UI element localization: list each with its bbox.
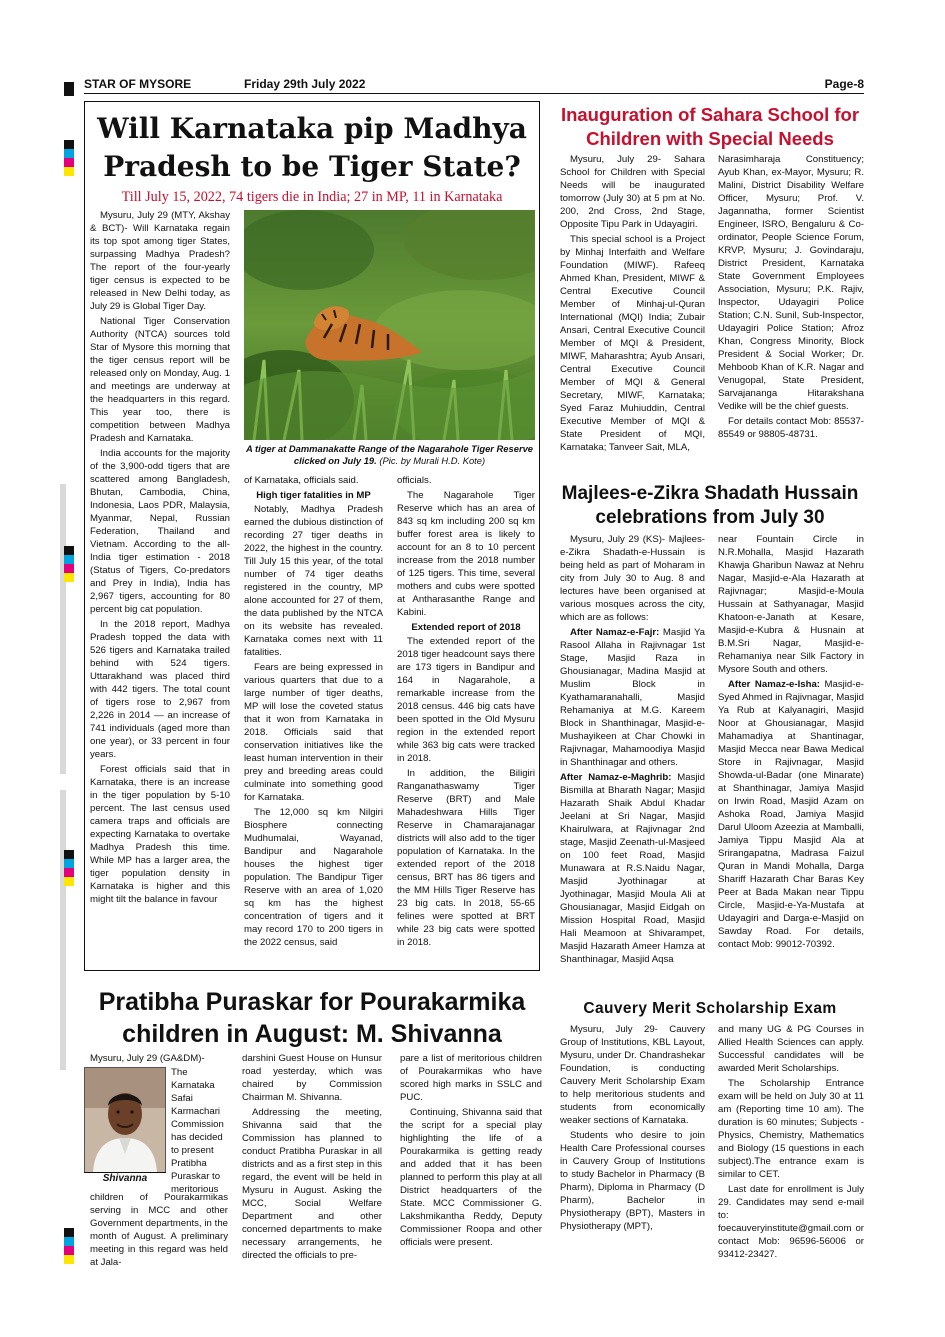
margin-bar bbox=[60, 790, 66, 1070]
paragraph: The Karnataka Safai Karmachari Commission has decided to present Pratibha Puraskar to meritorious bbox=[171, 1067, 224, 1195]
tiger-column-2 bbox=[244, 474, 383, 951]
tiger-headline bbox=[90, 110, 534, 186]
shivanna-portrait-photo bbox=[84, 1067, 166, 1173]
page-number: Page-8 bbox=[824, 77, 864, 91]
paragraph: Mysuru, July 29 (KS)- Majlees-e-Zikra Shadath-e-Hussain is being held as part of Moharam in city from July 30 to Aug. 8 and lectures have been organised at various mosques across the city, which are as follows: bbox=[560, 534, 705, 623]
mosque-list: Masjid-e-Syed Ahmed in Rajivnagar, Masjid Ya Rub at Kalyanagiri, Masjid Noor at Ghousianagar, Masjid Mahamadiya at Shantinagar, Masjid Mecca near Bawa Medical Store in Rajivnagar, Masjid Showda-ul-Badar (one Minarate) at Shanthinagar, Jamiya Masjid on Irwin Road, Masjid Azam on Ashoka Road, Jamiya Masjid Darul Uloom Azeezia at Mamballi, Jamiya Tippu Masjid Ala at Srirangapatna, Madrasa Faizul Quran in Mandi Mohalla, Darga Shariff Hazarath Char Baras Key Peer at Bada Makan near Tippu Circle, Masjid-e-Ya-Mustafa at Udayagiri and Darga-e-Masjid on Sawday Road. For details, contact Mob: 99012-70392. bbox=[718, 679, 864, 950]
tiger-headline-line1: Will Karnataka pip Madhya bbox=[97, 112, 527, 145]
sahara-column-1 bbox=[560, 153, 705, 456]
paragraph: Last date for enrollment is July 29. Candidates may send e-mail to: foecauveryinstitute@gmail.com or contact Mob: 96596-56006 or 93412-23427. bbox=[718, 1184, 864, 1260]
subhead: High tiger fatalities in MP bbox=[256, 490, 371, 501]
majlees-column-2 bbox=[718, 533, 864, 953]
paragraph: In the 2018 report, Madhya Pradesh topped the data with 526 tigers and Karnataka trailed behind with 524 tigers. Uttarakhand was placed third with 442 tigers. The total count of tigers rose to 2,967 from 2,226 in 2014 — an increase of 741 individuals (aged more than one year), or 33 percent in four years. bbox=[90, 619, 230, 760]
prayer-label: After Namaz-e-Fajr: bbox=[570, 627, 660, 638]
paragraph: Fears are being expressed in various quarters that due to a large number of tiger deaths, MP will lose the coveted status that it won from Karnataka in 2018. Officials said that conservation initiatives like the least human intervention in their prey and breeding areas could culminate into something good for Karnataka. bbox=[244, 662, 383, 803]
page-masthead bbox=[84, 77, 864, 94]
photo-credit: (Pic. by Murali H.D. Kote) bbox=[376, 455, 486, 466]
paragraph: near Fountain Circle in N.R.Mohalla, Masjid Hazarath Khawja Gharibun Nawaz at Nehru Nagar, Masjid-e-Ala Hazarath at Rajivnagar; Masjid-e-Moula Hussain at Sathyanagar, Masjid Khatoon-e-Janath at Kesare, Masjid-e-Kubra & Husnain at B.M.Sri Nagar, Masjid-e-Rehamaniya near Silk Factory in Mysore South and others. bbox=[718, 534, 864, 675]
paragraph: The Scholarship Entrance exam will be held on July 30 at 11 am (Reporting time 10 am). The duration is 60 minutes; Subjects - Physics, Chemistry, Mathematics and Biology (15 questions in each subject).The entrance exam is similar to CET. bbox=[718, 1078, 864, 1180]
paragraph: Mysuru, July 29 (MTY, Akshay & BCT)- Will Karnataka regain its top spot among tiger States, surpassing Madhya Pradesh? The report of the four-yearly tiger census is expected to be released in New Delhi today, as July 29 is Global Tiger Day. bbox=[90, 210, 230, 312]
tiger-headline-line2: Pradesh to be Tiger State? bbox=[103, 150, 521, 183]
paragraph bbox=[560, 771, 705, 966]
prayer-label: After Namaz-e-Isha: bbox=[728, 679, 820, 690]
paragraph: pare a list of meritorious children of Pourakarmikas who have scored high marks in SSLC and PUC. bbox=[400, 1053, 542, 1103]
paragraph: The 12,000 sq km Nilgiri Biosphere connecting Mudhumalai, Wayanad, Bandipur and Nagarahole houses the highest tiger population. The Bandipur Tiger Reserve with an area of 1,020 sq km has the highest concentration of tigers and it may record 170 to 200 tigers in the 2022 census, said bbox=[244, 807, 383, 948]
sahara-headline: Inauguration of Sahara School for Children with Special Needs bbox=[560, 104, 860, 149]
paragraph: The Nagarahole Tiger Reserve which has an area of 843 sq km including 200 sq km buffer forest area is likely to account for an 8 to 10 percent increase from the 2018 number of 125 tigers. This time, several mothers and cubs were spotted at Antharasanthe Range and Kabini. bbox=[397, 490, 535, 618]
tiger-photo-caption bbox=[244, 443, 535, 467]
paragraph: and many UG & PG Courses in Allied Health Sciences can apply. Successful candidates will be awarded Merit Scholarships. bbox=[718, 1024, 864, 1074]
pratibha-column-2 bbox=[242, 1052, 382, 1264]
prayer-label: After Namaz-e-Maghrib: bbox=[560, 772, 672, 783]
cauvery-column-2 bbox=[718, 1023, 864, 1263]
paragraph: In addition, the Biligiri Ranganathaswamy Tiger Reserve (BRT) and Male Mahadeshwara Hills Tiger Reserve in Chamarajanagar districts will also add to the tiger population of Karnataka. In the extended report of the 2018 census, BRT has 86 tigers and the MM Hills Tiger Reserve has 23 big cats. In 2018, 55-65 felines were spotted at BRT while 23 big cats were spotted in 2018. bbox=[397, 768, 535, 948]
paragraph: Forest officials said that in Karnataka, there is an increase in the tiger population by 5-10 percent. The last census used camera traps and officials are expecting Karnataka to overtake Madhya Pradesh this time. While MP has a larger area, the tiger population density in Karnataka is higher and this might tilt the balance in favour bbox=[90, 764, 230, 905]
pratibha-column-1-rest bbox=[90, 1191, 228, 1271]
paragraph: For details contact Mob: 85537-85549 or 98805-48731. bbox=[718, 416, 864, 440]
paragraph: darshini Guest House on Hunsur road yesterday, which was chaired by Commission Chairman M. Shivanna. bbox=[242, 1053, 382, 1103]
cauvery-column-1 bbox=[560, 1023, 705, 1235]
pratibha-headline bbox=[80, 986, 544, 1050]
mosque-list: Masjid Ya Rasool Allaha in Rajivnagar 1st Stage, Masjid Raza in Ghousianagar, Madina Masjid at Muslim Block in Kyathamaranahalli, Masjid Rehamaniya at M.G. Kareem Block in Shanthinagar, Masjid-e-Mushayikeen at Char Chowki in Rajivnagar, Mahamoodiya Masjid in Shanthinagar and others. bbox=[560, 627, 705, 768]
tiger-in-grass-photo bbox=[244, 210, 535, 440]
margin-bar bbox=[60, 484, 66, 774]
tiger-deck: Till July 15, 2022, 74 tigers die in India; 27 in MP, 11 in Karnataka bbox=[121, 189, 503, 205]
majlees-headline: Majlees-e-Zikra Shadath Hussain celebrations from July 30 bbox=[561, 483, 859, 528]
pratibha-headline-line1: Pratibha Puraskar for Pourakarmika bbox=[98, 988, 526, 1016]
paragraph: of Karnataka, officials said. bbox=[244, 475, 359, 486]
mosque-list: Masjid Bismilla at Bharath Nagar; Masjid Hazarath Shaik Abdul Khadar Jeelani at Sri Nagar, Masjid Khairulwara, at Rajivnagar 2nd stage, Masjid Zeenath-ul-Masjeed on 100 feet Road, Masjid Munawara at R.S.Naidu Nagar, Masjid Jyothinagar at Jyothinagar, Masjid Moula Ali at Ghousianagar, Masjid Eidgah on Mission Hospital Road, Masjid Hali Meamoon at Shivarampet, Masjid Hazarath Ameer Hamza at Shanthinagar, Masjid Aqsa bbox=[560, 772, 705, 965]
cauvery-headline: Cauvery Merit Scholarship Exam bbox=[583, 1000, 837, 1017]
paragraph: India accounts for the majority of the 3,900-odd tigers that are scattered among Bangladesh, Bhutan, Cambodia, China, Indonesia, Laos PDR, Malaysia, Myanmar, Nepal, Russian Federation, Thailand and Vietnam. According to the all-India tiger estimation - 2018 (Status of Tigers, Co-predators and Prey in India), India has 2,967 tigers, accounting for 80 percent big cat population. bbox=[90, 448, 230, 615]
paragraph: Mysuru, July 29- Cauvery Group of Institutions, KBL Layout, Mysuru, under Dr. Chandrashekar Foundation, is conducting Cauvery Merit Scholarship Exam to help meritorious students and students from economically weaker sections of Karnataka. bbox=[560, 1024, 705, 1126]
paragraph: The extended report of the 2018 tiger headcount says there are 173 tigers in Bandipur and 164 in Nagarahole, a remarkable increase from the 2018 census. 446 big cats have been spotted in the Old Mysuru region in the extended report while 363 big cats were tracked in 2018. bbox=[397, 636, 535, 764]
paragraph bbox=[718, 678, 864, 951]
paragraph: Addressing the meeting, Shivanna said that the Commission has planned to conduct Pratibha Puraskar in all districts and as a first step in this regard, the event will be held in Mysuru in August. Asking the MCC, Social Welfare Department and other concerned departments to make necessary arrangements, he directed the officials to pre- bbox=[242, 1107, 382, 1261]
registration-marks bbox=[64, 82, 74, 176]
sahara-column-2 bbox=[718, 153, 864, 443]
registration-marks bbox=[64, 546, 74, 582]
pratibha-column-3 bbox=[400, 1052, 542, 1251]
pratibha-headline-line2: children in August: M. Shivanna bbox=[122, 1020, 502, 1048]
paragraph: Mysuru, July 29 (GA&DM)- bbox=[90, 1053, 205, 1064]
registration-marks bbox=[64, 850, 74, 886]
paragraph: Notably, Madhya Pradesh earned the dubious distinction of recording 27 tiger deaths in 2022, the highest in the country. Till July 15 this year, of the total number of 74 tiger deaths registered in the country, MP alone accounted for 27 of them, the data published by the NTCA on its website has revealed. Karnataka comes next with 11 fatalities. bbox=[244, 504, 383, 658]
majlees-column-1 bbox=[560, 533, 705, 968]
subhead: Extended report of 2018 bbox=[411, 622, 521, 633]
pratibha-column-1 bbox=[90, 1052, 228, 1067]
paragraph bbox=[560, 626, 705, 769]
paragraph: This special school is a Project by Minhaj Interfaith and Welfare Foundation (MIWF). Rafeeq Ahmed Khan, President, MIWF & Central Executive Council Member of Minhaj-ul-Quran International (MQI) India; Zubair Ansari, Central Executive Council Member of MQI & President, MIWF, Maharashtra; Ayub Ansari, Central Executive Council Member of MQI & General Secretary, MIWF, Karnataka; Syed Faraz Muhiuddin, Central Executive Member of MQI & State President of MQI, Karnataka; Tanveer Sait, MLA, bbox=[560, 234, 705, 453]
paragraph: Mysuru, July 29- Sahara School for Children with Special Needs will be inaugurated tomorrow (July 30) at 5 pm at No. 200, 2nd Cross, 2nd Stage, Opposite Tipu Park in Udayagiri. bbox=[560, 154, 705, 230]
registration-marks bbox=[64, 1228, 74, 1264]
issue-date: Friday 29th July 2022 bbox=[244, 77, 366, 91]
paragraph: Continuing, Shivanna said that the script for a special play highlighting the life of a Pourakarmika is getting ready and added that it has been planned to perform this play at all District headquarters of the State. MCC Commissioner G. Lakshmikantha Reddy, Deputy Commissioner Roopa and other officials were present. bbox=[400, 1107, 542, 1248]
caption-text: A tiger at Dammanakatte Range of the Nagarahole Tiger Reserve clicked on July 19. bbox=[245, 443, 534, 466]
portrait-label: Shivanna bbox=[84, 1172, 166, 1184]
paragraph: Students who desire to join Health Care Professional courses in Cauvery Group of Institutions to study Bachelor in Pharmacy (B Pharm), Diploma in Pharmacy (D Pharm), Bachelor in Physiotherapy (BPT), Masters in Physiotherapy (MPT), bbox=[560, 1130, 705, 1232]
paragraph: children of Pourakarmikas serving in MCC and other Government departments, in the month of August. A preliminary meeting in this regard was held at Jala- bbox=[90, 1192, 228, 1268]
pratibha-column-1-beside-photo bbox=[171, 1066, 228, 1198]
paragraph: Narasimharaja Constituency; Ayub Khan, ex-Mayor, Mysuru; R. Malini, District Disability Welfare Officer, Mysuru; Prof. V. Jagannatha, former Scientist Engineer, ISRO, Bengaluru & Co-ordinator, People Science Forum, KRVP, Mysuru; J. Govindaraju, District President, Karnataka State Government Employees Association, Mysuru; P.K. Rajiv, Inspector, Udayagiri Police Station; C.N. Sunil, Sub-Inspector, Udayagiri Police Station; Afroz Khan, Congress Minority, Block President & Social Worker; Dr. Mehboob Khan of K.R. Nagar and Venugopal, State President, Sarvajananga Hitarakshana Vedike will be the chief guests. bbox=[718, 154, 864, 412]
tiger-column-1 bbox=[90, 209, 230, 908]
paragraph: officials. bbox=[397, 475, 432, 486]
paragraph: National Tiger Conservation Authority (NTCA) sources told Star of Mysore this morning that the tiger census report will be released only on Monday, Aug. 1 and meetings are underway at the headquarters in this regard. This year too, there is competition between Madhya Pradesh and Karnataka. bbox=[90, 316, 230, 444]
publication-name: STAR OF MYSORE bbox=[84, 77, 192, 91]
tiger-column-3 bbox=[397, 474, 535, 951]
